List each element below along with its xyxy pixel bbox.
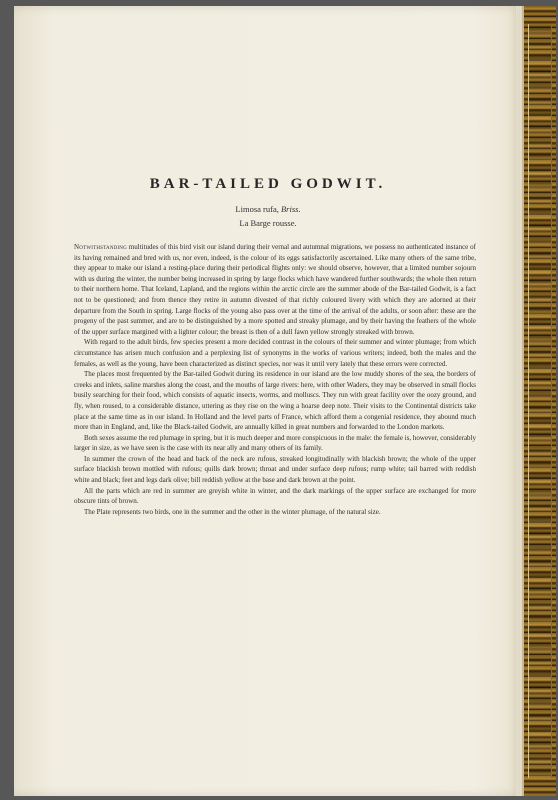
paragraph-6: All the parts which are red in summer are greyish white in winter, and the dark markings of the upper surface are exchanged for more obscure tints of brown.: [74, 486, 476, 506]
paragraph-1-text: multitudes of this bird visit our island during their vernal and autumnal migrations, we possess no authenticated instance of its having remained and bred with us, nor even, indeed, is the colour of its eggs satisfactorily ascertained. Like many others of the same tribe, they appear to make our island a resting-place during their periodical flights only: we should observe, however, that a limited number sojourn with us during the winter, the number being increased in spring by large flocks which have wandered further southwards; the whole then return to their northern home. That Iceland, Lapland, and the regions within the arctic circle are the summer abode of the Bar-tailed Godwit, is a fact not to be questioned; and from thence they retire in autumn divested of that richly coloured livery with which they are adorned at their departure from the South in spring. Large flocks of the young also pass over at the time of the arrival of the adults, or soon after: these are the progeny of the past summer, and are to be distinguished by a more spotted and streaky plumage, and by their having the feathers of the whole of the upper surface margined with a lighter colour; the breast is then of a dull fawn yellow strongly streaked with brown.: [74, 243, 476, 336]
book-spine-edge: [522, 6, 556, 796]
paragraph-4: Both sexes assume the red plumage in spring, but it is much deeper and more conspicuous in the male: the female is, however, considerably larger in size, as we have seen is the case with its near ally and many others of its family.: [74, 433, 476, 453]
drop-word: Notwithstanding: [74, 243, 127, 251]
latin-author: Briss.: [280, 204, 301, 214]
gilt-edge-pattern: [528, 24, 552, 778]
french-name: La Barge rousse.: [239, 218, 297, 228]
paragraph-3: The places most frequented by the Bar-tailed Godwit during its residence in our island are the low muddy shores of the sea, the borders of creeks and inlets, saline marshes along the coast, and the mouths of large rivers: here, with other Waders, they may be observed in small flocks busily searching for their food, which consists of aquatic insects, worms, and molluscs. They run with great facility over the oozy ground, and fly, when roused, to a considerable distance, uttering as they rise on the wing a hoarse deep note. Their visits to the Continental districts take place at the same time as in our island. In Holland and the level parts of France, which afford them a congenial residence, they abound much more than in England, and, like the Black-tailed Godwit, are annually killed in great numbers and forwarded to the London markets.: [74, 370, 476, 432]
paragraph-1: [74, 242, 476, 337]
paragraph-2: With regard to the adult birds, few species present a more decided contrast in the colours of their summer and winter plumage; from which circumstance has arisen much confusion and a perplexing list of synonyms in the works of various writers; indeed, both the males and the females, as well as the young, have been characterized as distinct species, nor was it until very lately that these errors were corrected.: [74, 338, 476, 368]
book: [14, 6, 554, 796]
latin-name-line: [14, 204, 522, 214]
page-title: BAR-TAILED GODWIT.: [149, 176, 387, 192]
body-text: [74, 242, 476, 517]
latin-name: Limosa rufa,: [235, 204, 279, 214]
book-page: [14, 6, 522, 796]
paragraph-5: In summer the crown of the head and back of the neck are rufous, streaked longitudinally with blackish brown; the whole of the upper surface blackish brown mottled with rufous; quills dark brown; throat and under surface deep rufous; rump white; tail barred with reddish white and black; feet and legs dark olive; bill reddish yellow at the base and dark brown at the point.: [74, 454, 476, 485]
paragraph-7: The Plate represents two birds, one in the summer and the other in the winter plumage, of the natural size.: [84, 507, 381, 516]
